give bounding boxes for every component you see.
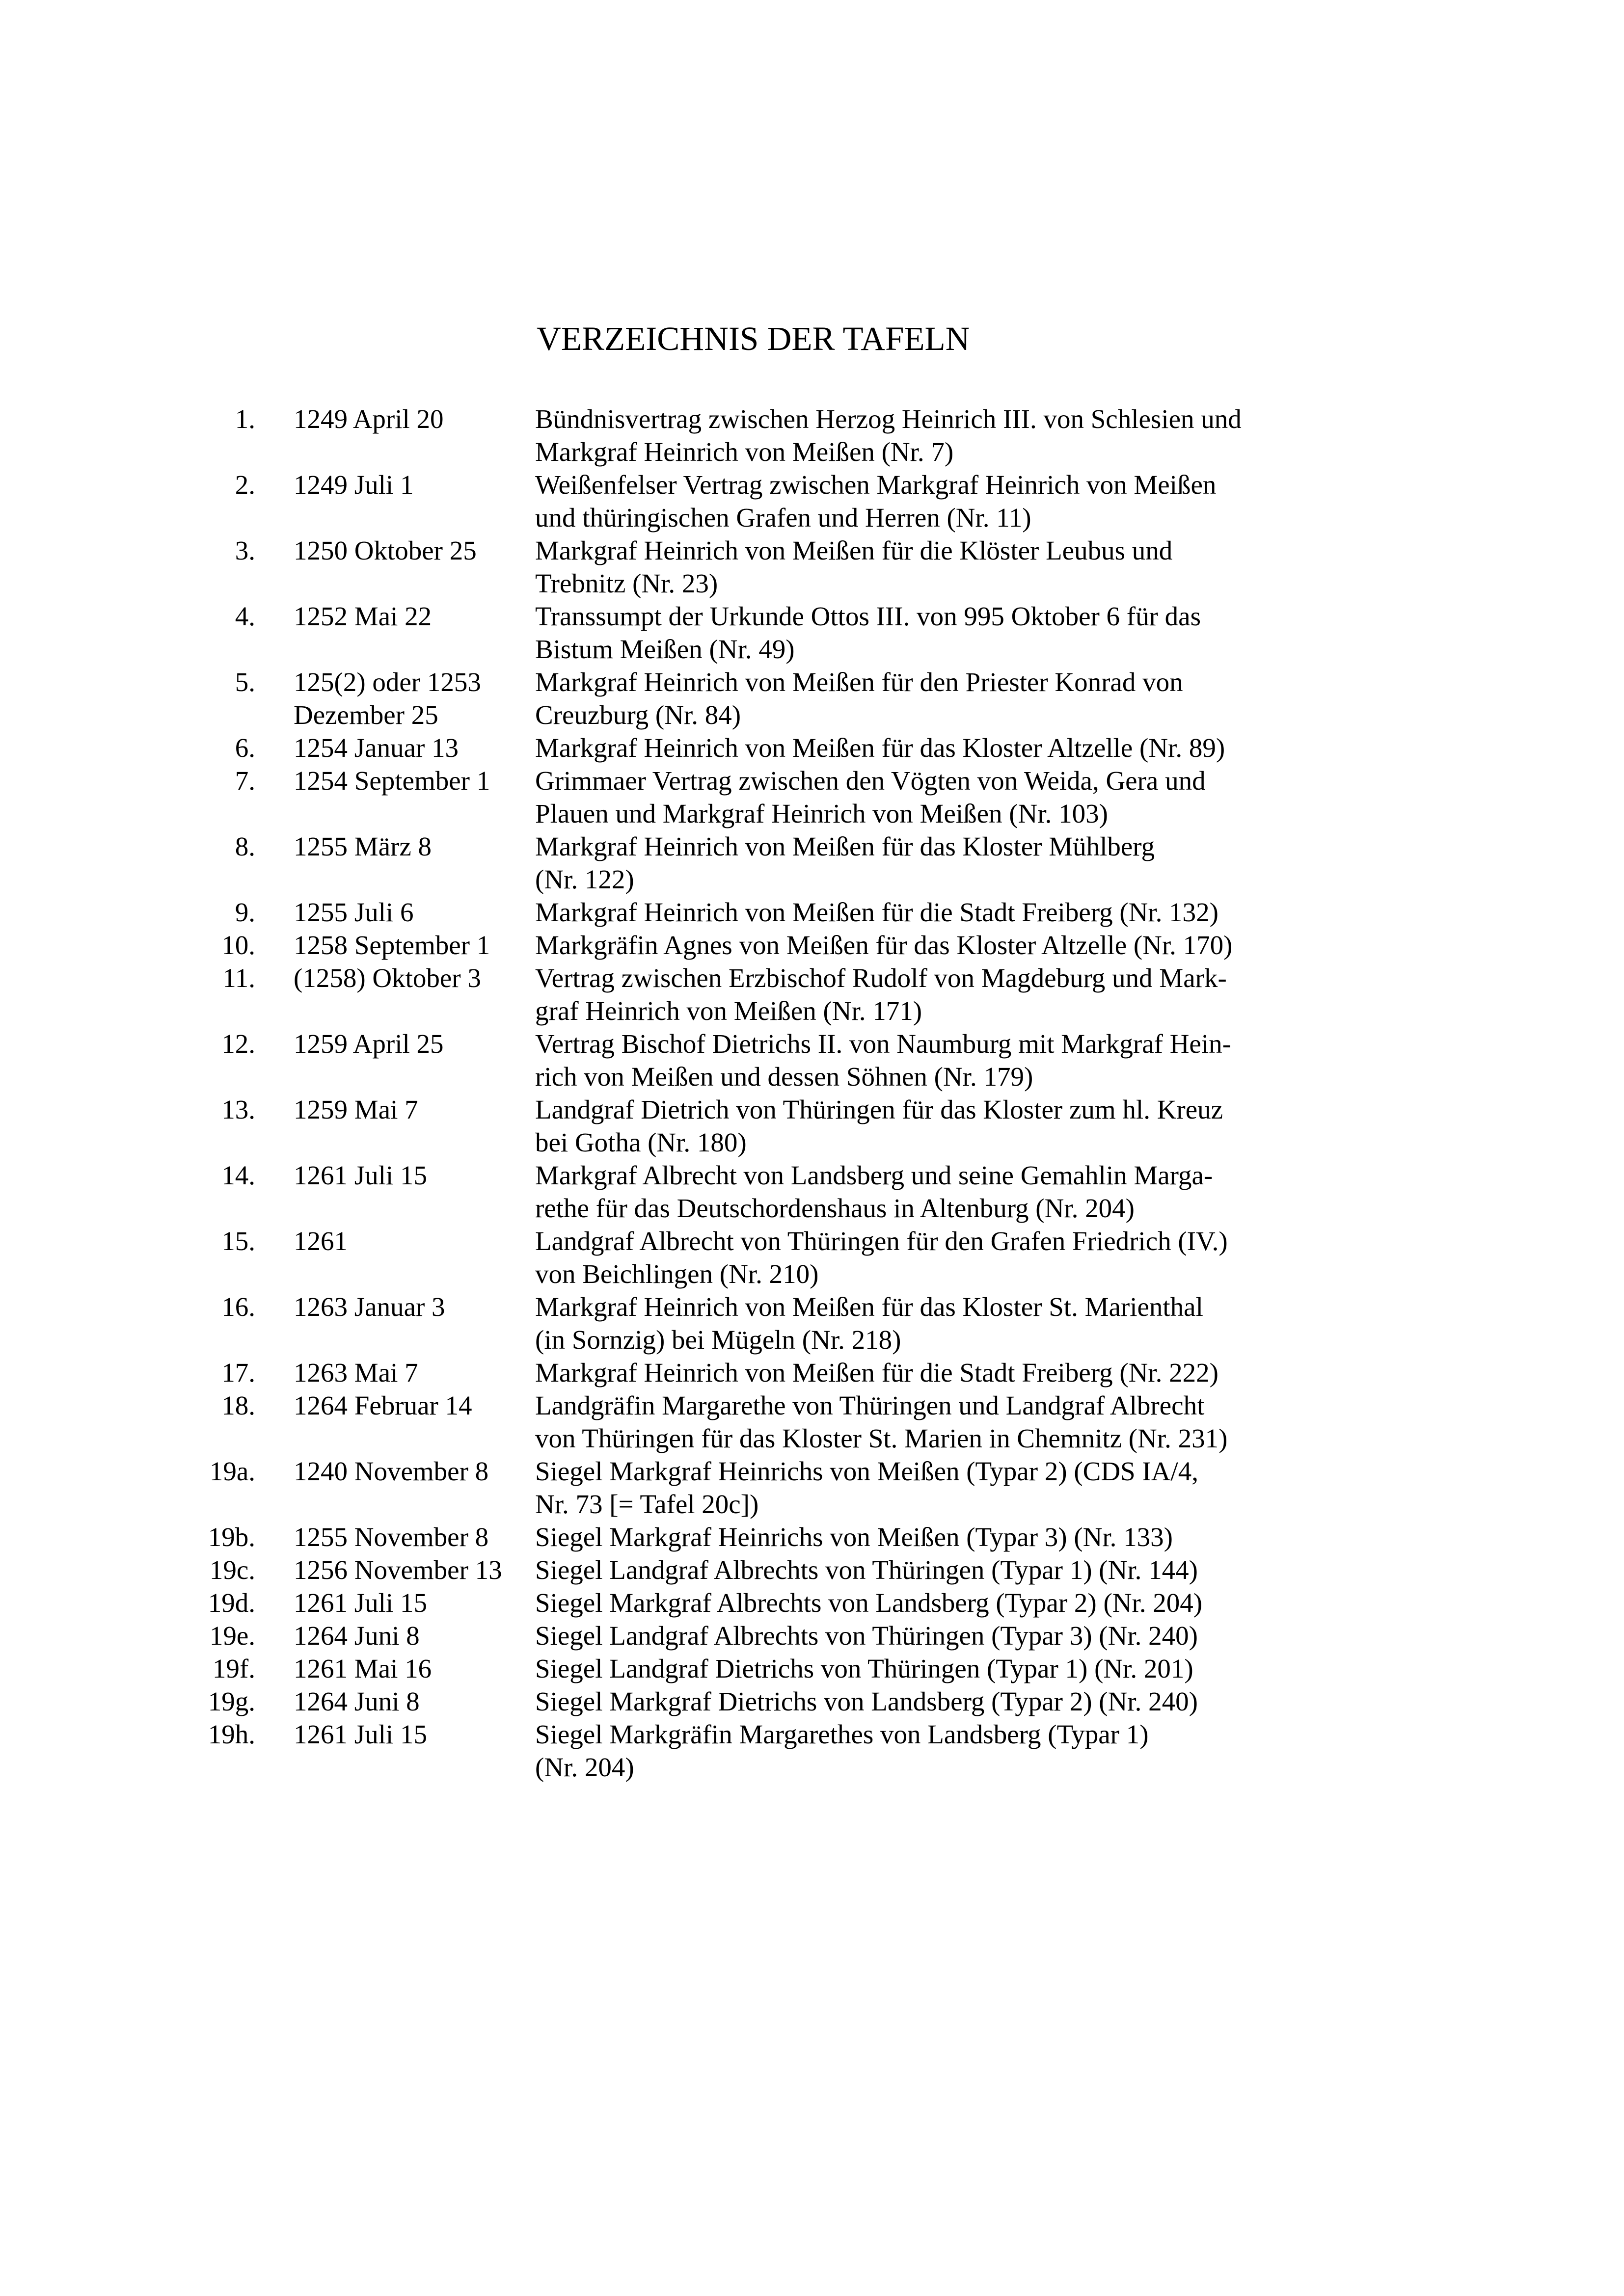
plate-description-line: Markgraf Heinrich von Meißen für das Kloster Altzelle (Nr. 89) bbox=[535, 733, 1225, 763]
plate-description-line: Bündnisvertrag zwischen Herzog Heinrich III. von Schlesien und bbox=[535, 404, 1242, 434]
plate-entry bbox=[0, 468, 1624, 534]
plate-number: 19a. bbox=[209, 1456, 255, 1486]
plate-description bbox=[535, 1389, 1301, 1455]
plate-date-line: 1261 Juli 15 bbox=[294, 1588, 427, 1618]
plate-description bbox=[535, 929, 1301, 961]
plate-description-line: Weißenfelser Vertrag zwischen Markgraf Heinrich von Meißen bbox=[535, 470, 1217, 500]
plate-date-line: 1264 Februar 14 bbox=[294, 1390, 472, 1420]
plate-number: 19e. bbox=[209, 1621, 255, 1651]
plate-description-line: und thüringischen Grafen und Herren (Nr. 11) bbox=[535, 503, 1031, 533]
plate-description-line: Siegel Landgraf Albrechts von Thüringen (Typar 3) (Nr. 240) bbox=[535, 1621, 1198, 1651]
plate-description bbox=[535, 666, 1301, 731]
plate-date bbox=[294, 764, 524, 797]
plate-date bbox=[294, 929, 524, 961]
plate-date bbox=[294, 1389, 524, 1422]
plate-description-line: Markgraf Heinrich von Meißen für die Stadt Freiberg (Nr. 132) bbox=[535, 897, 1218, 927]
plate-date-line: 1261 bbox=[294, 1226, 348, 1256]
plate-description bbox=[535, 1652, 1301, 1685]
plate-description-line: (in Sornzig) bei Mügeln (Nr. 218) bbox=[535, 1325, 901, 1355]
plate-number: 3. bbox=[235, 535, 255, 565]
plate-description bbox=[535, 1356, 1301, 1389]
plate-date-line: 1249 April 20 bbox=[294, 404, 444, 434]
plate-description-line: Siegel Markgräfin Margarethes von Landsberg (Typar 1) bbox=[535, 1719, 1149, 1749]
plate-date-line: 1249 Juli 1 bbox=[294, 470, 414, 500]
plate-number: 12. bbox=[221, 1029, 255, 1059]
plate-description-line: Creuzburg (Nr. 84) bbox=[535, 700, 741, 730]
plate-date bbox=[294, 731, 524, 764]
plate-description-line: Markgraf Heinrich von Meißen für die Stadt Freiberg (Nr. 222) bbox=[535, 1358, 1218, 1388]
plate-entry bbox=[0, 1356, 1624, 1389]
plate-entry bbox=[0, 830, 1624, 896]
plate-number: 7. bbox=[235, 766, 255, 796]
plate-number: 6. bbox=[235, 733, 255, 763]
plate-entry bbox=[0, 666, 1624, 731]
plate-date-line: 1254 September 1 bbox=[294, 766, 490, 796]
plate-date bbox=[294, 1521, 524, 1553]
plate-list bbox=[0, 402, 1624, 1784]
plate-description-line: Markgraf Heinrich von Meißen für den Priester Konrad von bbox=[535, 667, 1183, 697]
plate-description-line: Vertrag zwischen Erzbischof Rudolf von Magdeburg und Mark- bbox=[535, 963, 1227, 993]
plate-description bbox=[535, 1553, 1301, 1586]
plate-date-line: 1250 Oktober 25 bbox=[294, 535, 477, 565]
plate-description-line: Markgraf Albrecht von Landsberg und seine Gemahlin Marga- bbox=[535, 1160, 1213, 1190]
plate-date-line: 1256 November 13 bbox=[294, 1555, 502, 1585]
plate-description-line: Siegel Markgraf Albrechts von Landsberg (Typar 2) (Nr. 204) bbox=[535, 1588, 1203, 1618]
plate-description-line: Markgräfin Agnes von Meißen für das Kloster Altzelle (Nr. 170) bbox=[535, 930, 1233, 960]
plate-description bbox=[535, 1521, 1301, 1553]
plate-number: 9. bbox=[235, 897, 255, 927]
plate-date-line: 1259 Mai 7 bbox=[294, 1095, 418, 1124]
plate-date-line: (1258) Oktober 3 bbox=[294, 963, 481, 993]
plate-date bbox=[294, 402, 524, 435]
plate-number: 13. bbox=[221, 1095, 255, 1124]
plate-description bbox=[535, 1290, 1301, 1356]
plate-description bbox=[535, 1619, 1301, 1652]
plate-description-line: Landgraf Albrecht von Thüringen für den Grafen Friedrich (IV.) bbox=[535, 1226, 1228, 1256]
plate-date-line: 1255 Juli 6 bbox=[294, 897, 414, 927]
plate-date bbox=[294, 1290, 524, 1323]
plate-description-line: Vertrag Bischof Dietrichs II. von Naumburg mit Markgraf Hein- bbox=[535, 1029, 1231, 1059]
plate-description-line: Siegel Markgraf Heinrichs von Meißen (Typar 3) (Nr. 133) bbox=[535, 1522, 1173, 1552]
plate-entry bbox=[0, 1619, 1624, 1652]
plate-entry bbox=[0, 1093, 1624, 1159]
plate-date-line: 1263 Januar 3 bbox=[294, 1292, 445, 1322]
plate-description-line: Siegel Markgraf Heinrichs von Meißen (Typar 2) (CDS IA/4, bbox=[535, 1456, 1198, 1486]
plate-date-line: 1255 März 8 bbox=[294, 831, 432, 861]
plate-description-line: (Nr. 204) bbox=[535, 1752, 634, 1782]
plate-date bbox=[294, 961, 524, 994]
plate-description-line: rich von Meißen und dessen Söhnen (Nr. 179) bbox=[535, 1062, 1033, 1092]
plate-date-line: 1259 April 25 bbox=[294, 1029, 444, 1059]
plate-description bbox=[535, 731, 1301, 764]
plate-entry bbox=[0, 961, 1624, 1027]
plate-description-line: Siegel Landgraf Dietrichs von Thüringen (Typar 1) (Nr. 201) bbox=[535, 1654, 1193, 1683]
plate-description-line: Bistum Meißen (Nr. 49) bbox=[535, 634, 795, 664]
plate-description-line: Nr. 73 [= Tafel 20c]) bbox=[535, 1489, 759, 1519]
plate-entry bbox=[0, 1521, 1624, 1553]
plate-entry bbox=[0, 1718, 1624, 1784]
plate-date-line: 1240 November 8 bbox=[294, 1456, 489, 1486]
plate-number: 16. bbox=[221, 1292, 255, 1322]
plate-description-line: Markgraf Heinrich von Meißen für das Kloster Mühlberg bbox=[535, 831, 1155, 861]
plate-date bbox=[294, 1159, 524, 1192]
plate-number: 10. bbox=[221, 930, 255, 960]
plate-date-line: 1264 Juni 8 bbox=[294, 1686, 420, 1716]
plate-entry bbox=[0, 1553, 1624, 1586]
plate-date-line: 125(2) oder 1253 bbox=[294, 667, 481, 697]
plate-description-line: Markgraf Heinrich von Meißen für das Kloster St. Marienthal bbox=[535, 1292, 1203, 1322]
plate-description-line: Grimmaer Vertrag zwischen den Vögten von Weida, Gera und bbox=[535, 766, 1206, 796]
plate-number: 18. bbox=[221, 1390, 255, 1420]
plate-entry bbox=[0, 1159, 1624, 1225]
plate-number: 19g. bbox=[208, 1686, 255, 1716]
plate-number: 19b. bbox=[208, 1522, 255, 1552]
plate-date-line: 1261 Juli 15 bbox=[294, 1160, 427, 1190]
plate-entry bbox=[0, 731, 1624, 764]
plate-date-line: 1261 Juli 15 bbox=[294, 1719, 427, 1749]
plate-description-line: von Thüringen für das Kloster St. Marien in Chemnitz (Nr. 231) bbox=[535, 1423, 1228, 1453]
plate-description-line: Landgräfin Margarethe von Thüringen und Landgraf Albrecht bbox=[535, 1390, 1205, 1420]
plate-description-line: Plauen und Markgraf Heinrich von Meißen (Nr. 103) bbox=[535, 799, 1108, 828]
plate-description bbox=[535, 896, 1301, 929]
plate-date bbox=[294, 666, 524, 731]
plate-date bbox=[294, 1685, 524, 1718]
plate-date bbox=[294, 1718, 524, 1751]
plate-description-line: (Nr. 122) bbox=[535, 864, 634, 894]
plate-entry bbox=[0, 1389, 1624, 1455]
plate-description bbox=[535, 1586, 1301, 1619]
plate-date bbox=[294, 1455, 524, 1488]
plate-entry bbox=[0, 929, 1624, 961]
plate-number: 19d. bbox=[208, 1588, 255, 1618]
plate-number: 1. bbox=[235, 404, 255, 434]
plate-date bbox=[294, 468, 524, 501]
plate-description bbox=[535, 468, 1301, 534]
plate-entry bbox=[0, 1652, 1624, 1685]
plate-number: 4. bbox=[235, 601, 255, 631]
plate-number: 14. bbox=[221, 1160, 255, 1190]
page-title: VERZEICHNIS DER TAFELN bbox=[537, 320, 970, 357]
plate-description bbox=[535, 402, 1301, 468]
plate-description-line: Landgraf Dietrich von Thüringen für das Kloster zum hl. Kreuz bbox=[535, 1095, 1223, 1124]
plate-entry bbox=[0, 534, 1624, 600]
plate-date bbox=[294, 1586, 524, 1619]
plate-entry bbox=[0, 1455, 1624, 1521]
plate-date bbox=[294, 830, 524, 863]
plate-number: 5. bbox=[235, 667, 255, 697]
plate-description bbox=[535, 1027, 1301, 1093]
plate-number: 2. bbox=[235, 470, 255, 500]
plate-date bbox=[294, 1225, 524, 1257]
plate-date bbox=[294, 1553, 524, 1586]
plate-date-line: 1254 Januar 13 bbox=[294, 733, 459, 763]
plate-description-line: von Beichlingen (Nr. 210) bbox=[535, 1259, 819, 1289]
plate-date bbox=[294, 1093, 524, 1126]
plate-description-line: Trebnitz (Nr. 23) bbox=[535, 568, 718, 598]
plate-description-line: Siegel Markgraf Dietrichs von Landsberg (Typar 2) (Nr. 240) bbox=[535, 1686, 1198, 1716]
plate-date bbox=[294, 1652, 524, 1685]
plate-description bbox=[535, 600, 1301, 666]
plate-description bbox=[535, 764, 1301, 830]
plate-description bbox=[535, 1718, 1301, 1784]
plate-entry bbox=[0, 402, 1624, 468]
plate-number: 11. bbox=[222, 963, 255, 993]
plate-number: 8. bbox=[235, 831, 255, 861]
plate-date-line: 1263 Mai 7 bbox=[294, 1358, 418, 1388]
plate-date bbox=[294, 1027, 524, 1060]
plate-description bbox=[535, 1093, 1301, 1159]
plate-entry bbox=[0, 1290, 1624, 1356]
plate-date-line: 1255 November 8 bbox=[294, 1522, 489, 1552]
plate-date-line: Dezember 25 bbox=[294, 700, 438, 730]
plate-description bbox=[535, 1159, 1301, 1225]
plate-description-line: Siegel Landgraf Albrechts von Thüringen (Typar 1) (Nr. 144) bbox=[535, 1555, 1198, 1585]
plate-description-line: Markgraf Heinrich von Meißen (Nr. 7) bbox=[535, 437, 954, 467]
plate-description bbox=[535, 1225, 1301, 1290]
plate-date-line: 1264 Juni 8 bbox=[294, 1621, 420, 1651]
plate-date bbox=[294, 896, 524, 929]
plate-description-line: rethe für das Deutschordenshaus in Altenburg (Nr. 204) bbox=[535, 1193, 1135, 1223]
plate-description-line: Transsumpt der Urkunde Ottos III. von 995 Oktober 6 für das bbox=[535, 601, 1201, 631]
plate-entry bbox=[0, 1225, 1624, 1290]
plate-description-line: bei Gotha (Nr. 180) bbox=[535, 1127, 747, 1157]
plate-date bbox=[294, 600, 524, 633]
plate-date-line: 1258 September 1 bbox=[294, 930, 490, 960]
plate-entry bbox=[0, 600, 1624, 666]
plate-description-line: graf Heinrich von Meißen (Nr. 171) bbox=[535, 996, 922, 1026]
plate-entry bbox=[0, 1586, 1624, 1619]
plate-number: 19f. bbox=[212, 1654, 255, 1683]
plate-entry bbox=[0, 896, 1624, 929]
plate-number: 17. bbox=[221, 1358, 255, 1388]
plate-date bbox=[294, 1619, 524, 1652]
plate-description bbox=[535, 961, 1301, 1027]
plate-entry bbox=[0, 764, 1624, 830]
plate-entry bbox=[0, 1027, 1624, 1093]
plate-number: 19c. bbox=[209, 1555, 255, 1585]
plate-number: 19h. bbox=[208, 1719, 255, 1749]
plate-description bbox=[535, 534, 1301, 600]
plate-description bbox=[535, 1455, 1301, 1521]
plate-date-line: 1261 Mai 16 bbox=[294, 1654, 432, 1683]
plate-description bbox=[535, 830, 1301, 896]
plate-date bbox=[294, 534, 524, 567]
plate-date bbox=[294, 1356, 524, 1389]
plate-entry bbox=[0, 1685, 1624, 1718]
plate-description bbox=[535, 1685, 1301, 1718]
plate-description-line: Markgraf Heinrich von Meißen für die Klöster Leubus und bbox=[535, 535, 1173, 565]
plate-number: 15. bbox=[221, 1226, 255, 1256]
plate-date-line: 1252 Mai 22 bbox=[294, 601, 432, 631]
